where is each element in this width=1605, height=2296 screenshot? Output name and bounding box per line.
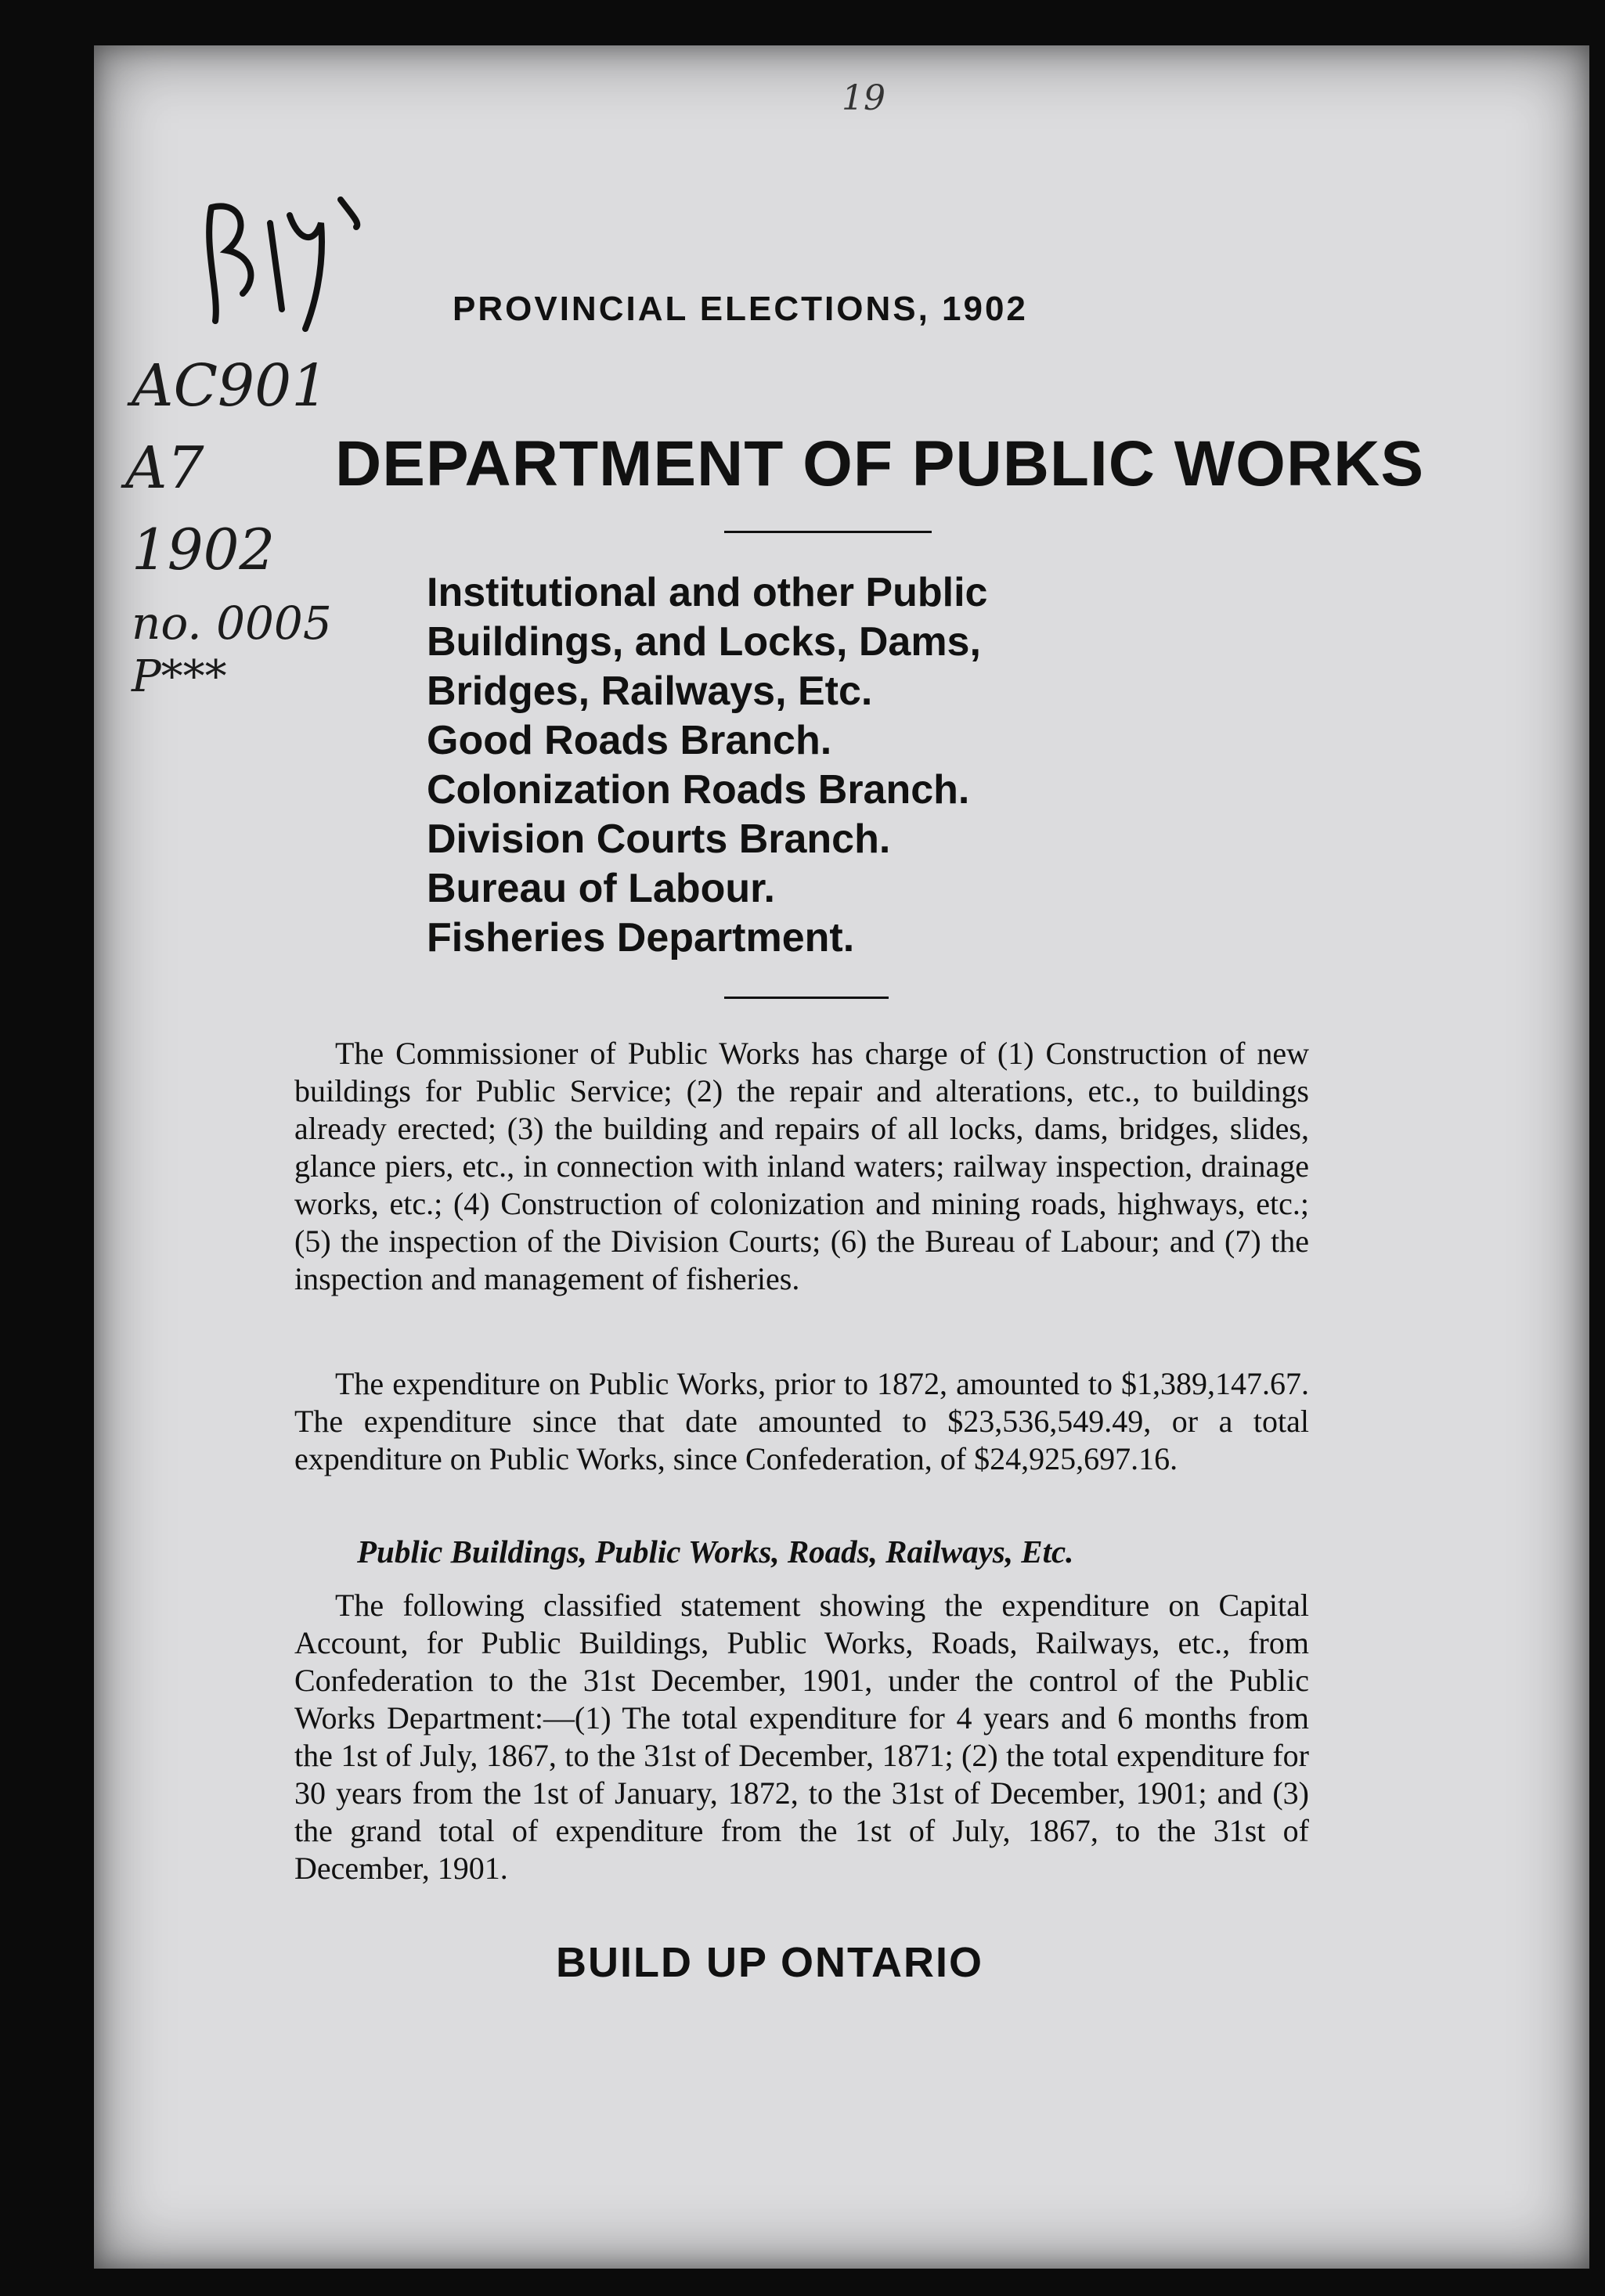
page-title: DEPARTMENT OF PUBLIC WORKS [335, 428, 1425, 499]
section-subheading: Public Buildings, Public Works, Roads, Railways, Etc. [357, 1534, 1074, 1570]
catalogue-line: A7 [125, 434, 204, 502]
branch-item: Buildings, and Locks, Dams, [427, 619, 981, 665]
branch-item: Bridges, Railways, Etc. [427, 669, 873, 714]
body-paragraph: The following classified statement showing the expenditure on Capital Account, for Public Buildings, Public Works, Roads, Railways, etc., from Confederation to the 31st December, 1901, under the control of the Public Works Department:—(1) The total expenditure for 4 years and 6 months from the 1st of July, 1867, to the 31st of December, 1871; (2) the total expenditure for 30 years from the 1st of January, 1872, to the 31st of December, 1901; and (3) the grand total of expenditure from the 1st of July, 1867, to the 31st of December, 1901. [294, 1588, 1309, 1886]
branch-item: Institutional and other Public [427, 570, 988, 615]
branch-item: Good Roads Branch. [427, 718, 832, 763]
branch-item: Division Courts Branch. [427, 816, 891, 862]
footer-slogan: BUILD UP ONTARIO [556, 1939, 984, 1986]
divider [724, 531, 932, 533]
catalogue-line: 1902 [132, 517, 276, 582]
body-paragraph: The Commissioner of Public Works has charge of (1) Construction of new buildings for Public Service; (2) the repair and alterations, etc., to buildings already erected; (3) the building and repairs of all locks, dams, bridges, slides, glance piers, etc., in connection with inland waters; railway inspection, drainage works, etc.; (4) Construction of colonization and mining roads, highways, etc.; (5) the inspection of the Division Courts; (6) the Bureau of Labour; and (7) the inspection and management of fisheries. [294, 1036, 1309, 1296]
branch-item: Bureau of Labour. [427, 866, 775, 911]
branch-item: Fisheries Department. [427, 915, 855, 961]
catalogue-line: no. 0005 [132, 597, 332, 650]
catalogue-line: P*** [132, 651, 227, 702]
election-heading: PROVINCIAL ELECTIONS, 1902 [453, 290, 1028, 328]
catalogue-line: AC901 [132, 352, 329, 420]
body-paragraph: The expenditure on Public Works, prior to 1872, amounted to $1,389,147.67. The expenditure since that date amounted to $23,536,549.49, or a total expenditure on Public Works, since Confederation, of $24,925,697.16. [294, 1366, 1309, 1476]
divider [724, 997, 889, 999]
handwritten-signature [196, 176, 376, 333]
pencil-page-number: 19 [842, 78, 885, 118]
branch-item: Colonization Roads Branch. [427, 767, 970, 813]
branch-list [427, 568, 987, 963]
